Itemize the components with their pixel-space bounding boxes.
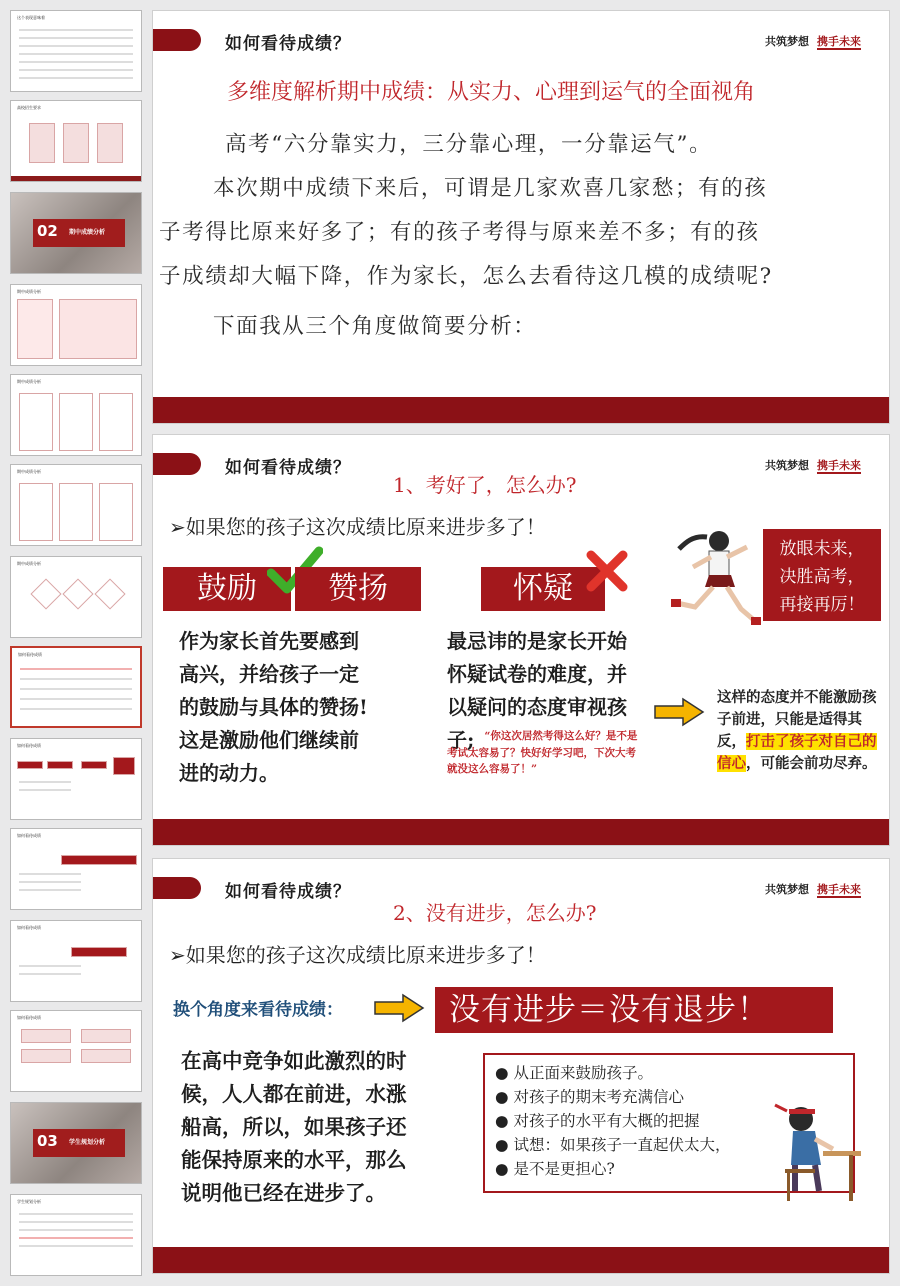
slide-thumbnail-6[interactable]: [10, 464, 142, 546]
encourage-box: 鼓励: [163, 567, 291, 611]
paragraph-2-line-3: 子成绩却大幅下降，作为家长，怎么去看待这几模的成绩呢?: [159, 264, 773, 289]
slide-thumbnail-5[interactable]: [10, 374, 142, 456]
paragraph-2-line-2: 子考得比原来好多了；有的孩子考得与原来差不多；有的孩: [159, 220, 760, 245]
slide-footer-bar: [153, 397, 889, 423]
paragraph-3: 下面我从三个角度做简要分析：: [213, 314, 537, 339]
section-heading: 2、没有进步，怎么办?: [393, 901, 597, 925]
thumb-title: 这个表现意味着: [17, 15, 45, 20]
parent-quote-rest: 考试太容易了？快好好学习吧，下次大考 就没这么容易了！”: [447, 747, 636, 775]
motivational-callout: 放眼未来， 决胜高考， 再接再厉！: [763, 529, 881, 621]
arrow-bullet-icon: ➢: [169, 515, 186, 539]
slide-thumbnail-7[interactable]: [10, 556, 142, 638]
doubt-explanation: 最忌讳的是家长开始 怀疑试卷的难度，并 以疑问的态度审视孩 子; “你这次居然考得这么好？是不是: [447, 629, 638, 752]
bullet-item: ● 对孩子的水平有大概的把握: [495, 1112, 700, 1130]
slide-no-progress[interactable]: [152, 858, 890, 1274]
studying-student-illustration: [765, 1095, 865, 1207]
main-explanation: 在高中竞争如此激烈的时 候，人人都在前进，水涨 船高，所以，如果孩子还 能保持原来的水平，那么 说明他已经在进步了。: [181, 1049, 407, 1205]
thumb-title: 期中成绩分析: [17, 289, 41, 294]
arrow-bullet-icon: ➢: [169, 943, 186, 967]
running-student-illustration: [659, 523, 765, 627]
section-badge: 02 期中成绩分析: [33, 219, 125, 247]
lead-sentence: ➢如果您的孩子这次成绩比原来进步多了！: [169, 515, 546, 539]
consequence-text: 这样的态度并不能激励孩子前进，只能是适得其反，打击了孩子对自己的信心，可能会前功尽弃。: [717, 689, 877, 772]
slide-thumbnail-1[interactable]: [10, 10, 142, 92]
brand-slogan: 共筑梦想 携手未来: [765, 883, 861, 896]
slide-header-title: 如何看待成绩？: [225, 882, 351, 902]
slide-scored-well[interactable]: [152, 434, 890, 846]
slide-footer-bar: [153, 1247, 889, 1273]
thumb-title: 如何看待成绩: [17, 833, 41, 838]
bullet-item: ● 从正面来鼓励孩子。: [495, 1064, 653, 1082]
brand-slogan: 共筑梦想 携手未来: [765, 459, 861, 472]
bullet-item: ● 试想：如果孩子一直起伏太大，: [495, 1136, 731, 1154]
slide-thumbnail-12[interactable]: [10, 1010, 142, 1092]
brand-slogan: 共筑梦想 携手未来: [765, 35, 861, 48]
thumb-title: 如何看待成绩: [17, 925, 41, 930]
thumb-title: 如何看待成绩: [17, 1015, 41, 1020]
thumb-title: 高校招生要求: [17, 105, 41, 110]
highlighted-warning: 打击了孩子对自己的信心: [717, 733, 877, 772]
thumb-title: 如何看待成绩: [17, 743, 41, 748]
arrow-right-icon: [373, 993, 425, 1023]
header-tab-decoration: [153, 453, 201, 475]
parent-quote-line-1: “你这次居然考得这么好？是不是: [484, 730, 638, 742]
encourage-explanation: 作为家长首先要感到 高兴，并给孩子一定 的鼓励与具体的赞扬! 这是激励他们继续前 进的动力。: [179, 629, 368, 785]
section-badge: 03 学生规划分析: [33, 1129, 125, 1157]
thumb-title: 学生规划分析: [17, 1199, 41, 1204]
slide-thumbnail-11[interactable]: [10, 920, 142, 1002]
header-tab-decoration: [153, 29, 201, 51]
bullet-item: ● 对孩子的期末考充满信心: [495, 1088, 684, 1106]
thumb-title: 期中成绩分析: [17, 379, 41, 384]
slide-header-title: 如何看待成绩？: [225, 458, 351, 478]
doubt-box: 怀疑: [481, 567, 605, 611]
header-tab-decoration: [153, 877, 201, 899]
thumb-title: 期中成绩分析: [17, 561, 41, 566]
slide-thumbnail-4[interactable]: [10, 284, 142, 366]
thumb-title: 如何看待成绩: [18, 652, 42, 657]
praise-box: 赞扬: [295, 567, 421, 611]
thumb-title: 期中成绩分析: [17, 469, 41, 474]
slide-thumbnail-8[interactable]: [10, 646, 142, 728]
slide-subtitle: 多维度解析期中成绩：从实力、心理到运气的全面视角: [227, 80, 756, 105]
slide-how-to-view-grades-intro[interactable]: [152, 10, 890, 424]
slide-thumbnail-2[interactable]: [10, 100, 142, 182]
angle-label: 换个角度来看待成绩：: [173, 1000, 343, 1020]
slide-thumbnail-13[interactable]: [10, 1102, 142, 1184]
slide-header-title: 如何看待成绩？: [225, 34, 351, 54]
bullet-item: ● 是不是更担心?: [495, 1160, 615, 1178]
lead-sentence: ➢如果您的孩子这次成绩比原来进步多了！: [169, 943, 546, 967]
arrow-right-icon: [653, 697, 705, 727]
slide-thumbnail-panel: [0, 0, 146, 1286]
slide-thumbnail-14[interactable]: [10, 1194, 142, 1276]
slide-footer-bar: [153, 819, 889, 845]
cross-mark-icon: [585, 549, 629, 593]
no-progress-banner: 没有进步＝没有退步！: [435, 987, 833, 1033]
paragraph-2-line-1: 本次期中成绩下来后，可谓是几家欢喜几家愁；有的孩: [213, 176, 768, 201]
slide-thumbnail-10[interactable]: [10, 828, 142, 910]
section-heading: 1、考好了，怎么办?: [393, 473, 577, 497]
slide-thumbnail-3[interactable]: [10, 192, 142, 274]
slide-thumbnail-9[interactable]: [10, 738, 142, 820]
paragraph-1: 高考“六分靠实力，三分靠心理，一分靠运气”。: [225, 132, 713, 157]
